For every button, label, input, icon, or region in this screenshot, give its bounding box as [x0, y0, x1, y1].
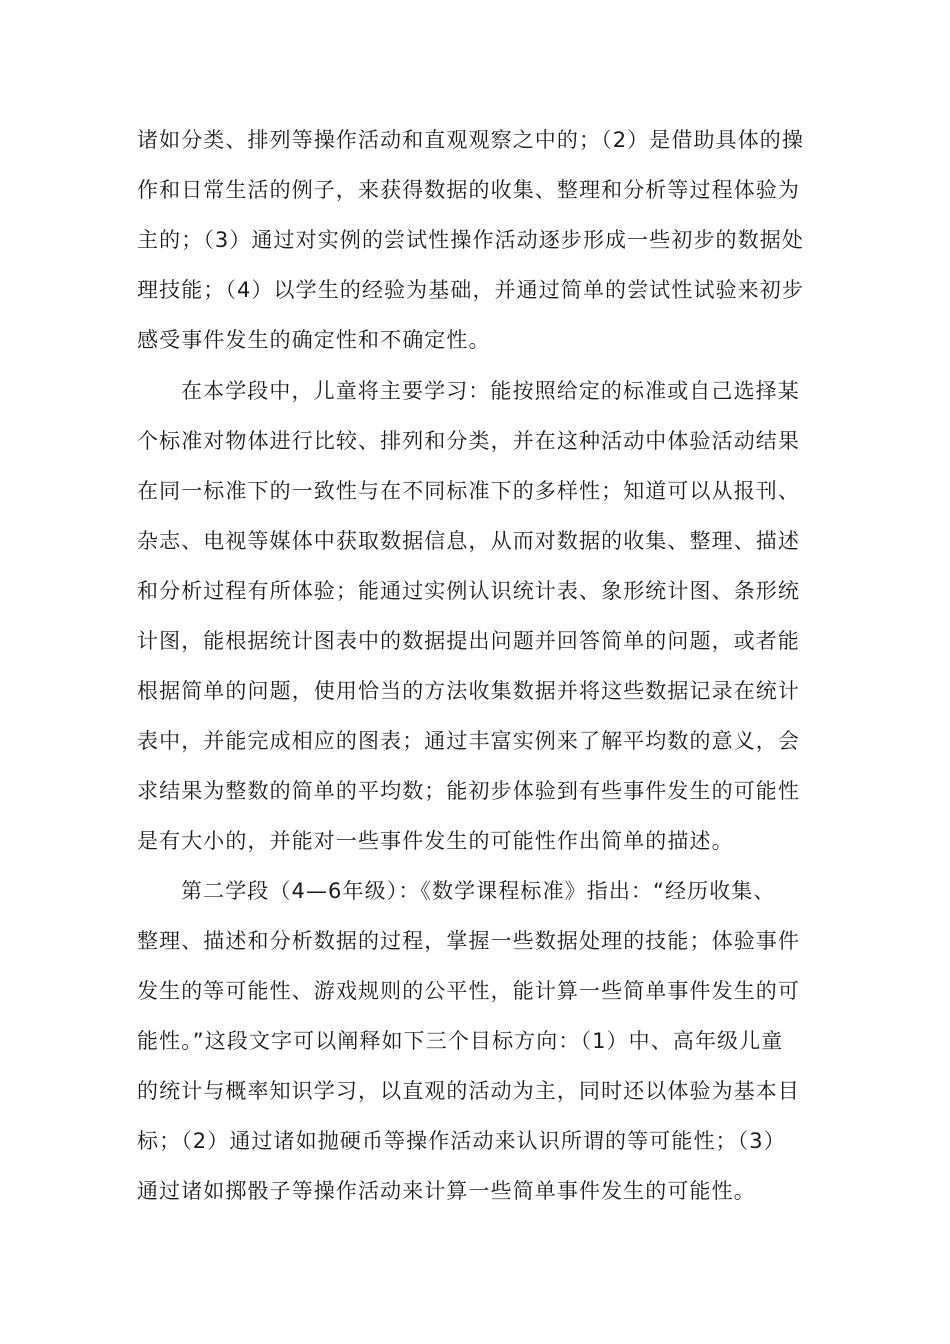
text-line: 作和日常生活的例子，来获得数据的收集、整理和分析等过程体验为 [137, 178, 800, 202]
text-line: 在本学段中，儿童将主要学习：能按照给定的标准或自己选择某 [181, 379, 800, 403]
text-line: 在同一标准下的一致性与在不同标准下的多样性；知道可以从报刊、 [137, 479, 800, 503]
text-line: 第二学段（4—6年级）：《数学课程标准》指出：“经历收集、 [181, 879, 776, 903]
text-line: 感受事件发生的确定性和不确定性。 [137, 328, 491, 352]
text-line: 计图，能根据统计图表中的数据提出问题并回答简单的问题，或者能 [137, 629, 800, 653]
text-line: 理技能；（4）以学生的经验为基础，并通过简单的尝试性试验来初步 [137, 278, 804, 302]
text-line: 能性。”这段文字可以阐释如下三个目标方向：（1）中、高年级儿童 [137, 1029, 784, 1053]
text-line: 发生的等可能性、游戏规则的公平性，能计算一些简单事件发生的可 [137, 979, 800, 1003]
text-line: 表中，并能完成相应的图表；通过丰富实例来了解平均数的意义，会 [137, 729, 800, 753]
text-line: 根据简单的问题，使用恰当的方法收集数据并将这些数据记录在统计 [137, 679, 800, 703]
text-line: 整理、描述和分析数据的过程，掌握一些数据处理的技能；体验事件 [137, 929, 800, 953]
text-line: 的统计与概率知识学习，以直观的活动为主，同时还以体验为基本目 [137, 1079, 800, 1103]
text-line: 杂志、电视等媒体中获取数据信息，从而对数据的收集、整理、描述 [137, 529, 800, 553]
text-line: 诸如分类、排列等操作活动和直观观察之中的；（2）是借助具体的操 [137, 128, 804, 152]
text-line: 标；（2）通过诸如抛硬币等操作活动来认识所谓的等可能性；（3） [137, 1129, 786, 1153]
text-line: 个标准对物体进行比较、排列和分类，并在这种活动中体验活动结果 [137, 429, 800, 453]
text-line: 和分析过程有所体验；能通过实例认识统计表、象形统计图、条形统 [137, 579, 800, 603]
text-line: 通过诸如掷骰子等操作活动来计算一些简单事件发生的可能性。 [137, 1179, 756, 1203]
text-line: 主的；（3）通过对实例的尝试性操作活动逐步形成一些初步的数据处 [137, 228, 804, 252]
text-line: 是有大小的，并能对一些事件发生的可能性作出简单的描述。 [137, 829, 734, 853]
text-line: 求结果为整数的简单的平均数；能初步体验到有些事件发生的可能性 [137, 779, 800, 803]
